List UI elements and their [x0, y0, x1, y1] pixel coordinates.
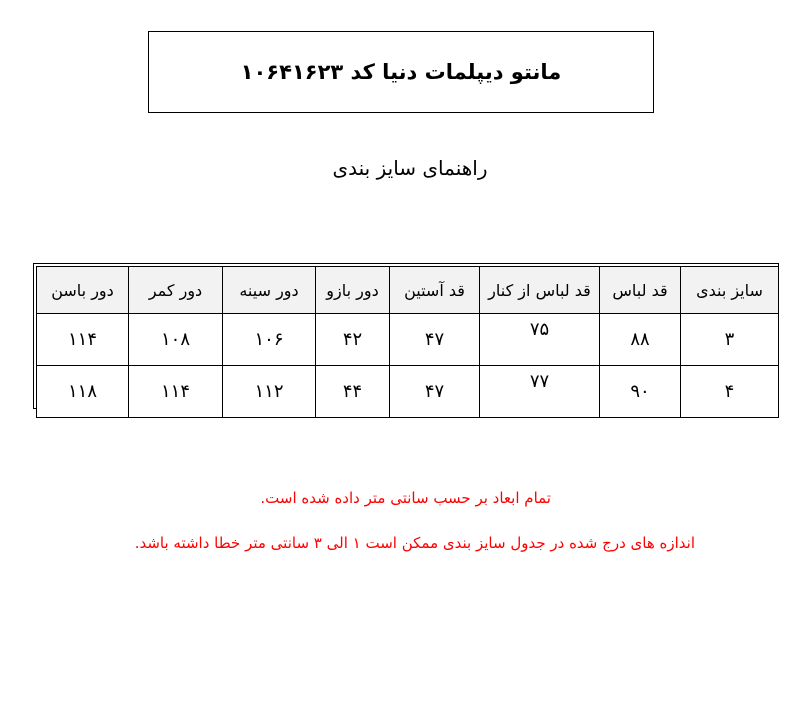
- cell-side-length: ۷۵: [480, 314, 600, 366]
- cell-hip-circumference: ۱۱۸: [37, 366, 129, 418]
- table-header-row: [37, 267, 779, 314]
- cell-garment-length: ۸۸: [600, 314, 681, 366]
- cell-waist-circumference: ۱۰۸: [129, 314, 223, 366]
- header-side-length: قد لباس از کنار: [480, 267, 600, 314]
- size-table-frame: [33, 263, 779, 409]
- header-arm-circumference: دور بازو: [316, 267, 390, 314]
- cell-chest-circumference: ۱۱۲: [223, 366, 316, 418]
- header-chest-circumference: دور سینه: [223, 267, 316, 314]
- cell-size: ۳: [681, 314, 779, 366]
- cell-size: ۴: [681, 366, 779, 418]
- cell-garment-length: ۹۰: [600, 366, 681, 418]
- header-size: سایز بندی: [681, 267, 779, 314]
- header-waist-circumference: دور کمر: [129, 267, 223, 314]
- header-sleeve-length: قد آستین: [390, 267, 480, 314]
- table-row: [37, 366, 779, 418]
- cell-hip-circumference: ۱۱۴: [37, 314, 129, 366]
- table-row: [37, 314, 779, 366]
- size-table: [36, 266, 779, 418]
- note-units: تمام ابعاد بر حسب سانتی متر داده شده است.: [260, 489, 551, 507]
- cell-sleeve-length: ۴۷: [390, 366, 480, 418]
- cell-arm-circumference: ۴۴: [316, 366, 390, 418]
- header-hip-circumference: دور باسن: [37, 267, 129, 314]
- page-title: مانتو دیپلمات دنیا کد ۱۰۶۴۱۶۲۳: [240, 60, 562, 84]
- note-tolerance: اندازه های درج شده در جدول سایز بندی ممکن است ۱ الی ۳ سانتی متر خطا داشته باشد.: [134, 534, 695, 552]
- size-guide-heading: راهنمای سایز بندی: [332, 156, 488, 180]
- header-garment-length: قد لباس: [600, 267, 681, 314]
- cell-waist-circumference: ۱۱۴: [129, 366, 223, 418]
- cell-side-length: ۷۷: [480, 366, 600, 418]
- title-box: [148, 31, 654, 113]
- cell-arm-circumference: ۴۲: [316, 314, 390, 366]
- cell-chest-circumference: ۱۰۶: [223, 314, 316, 366]
- cell-sleeve-length: ۴۷: [390, 314, 480, 366]
